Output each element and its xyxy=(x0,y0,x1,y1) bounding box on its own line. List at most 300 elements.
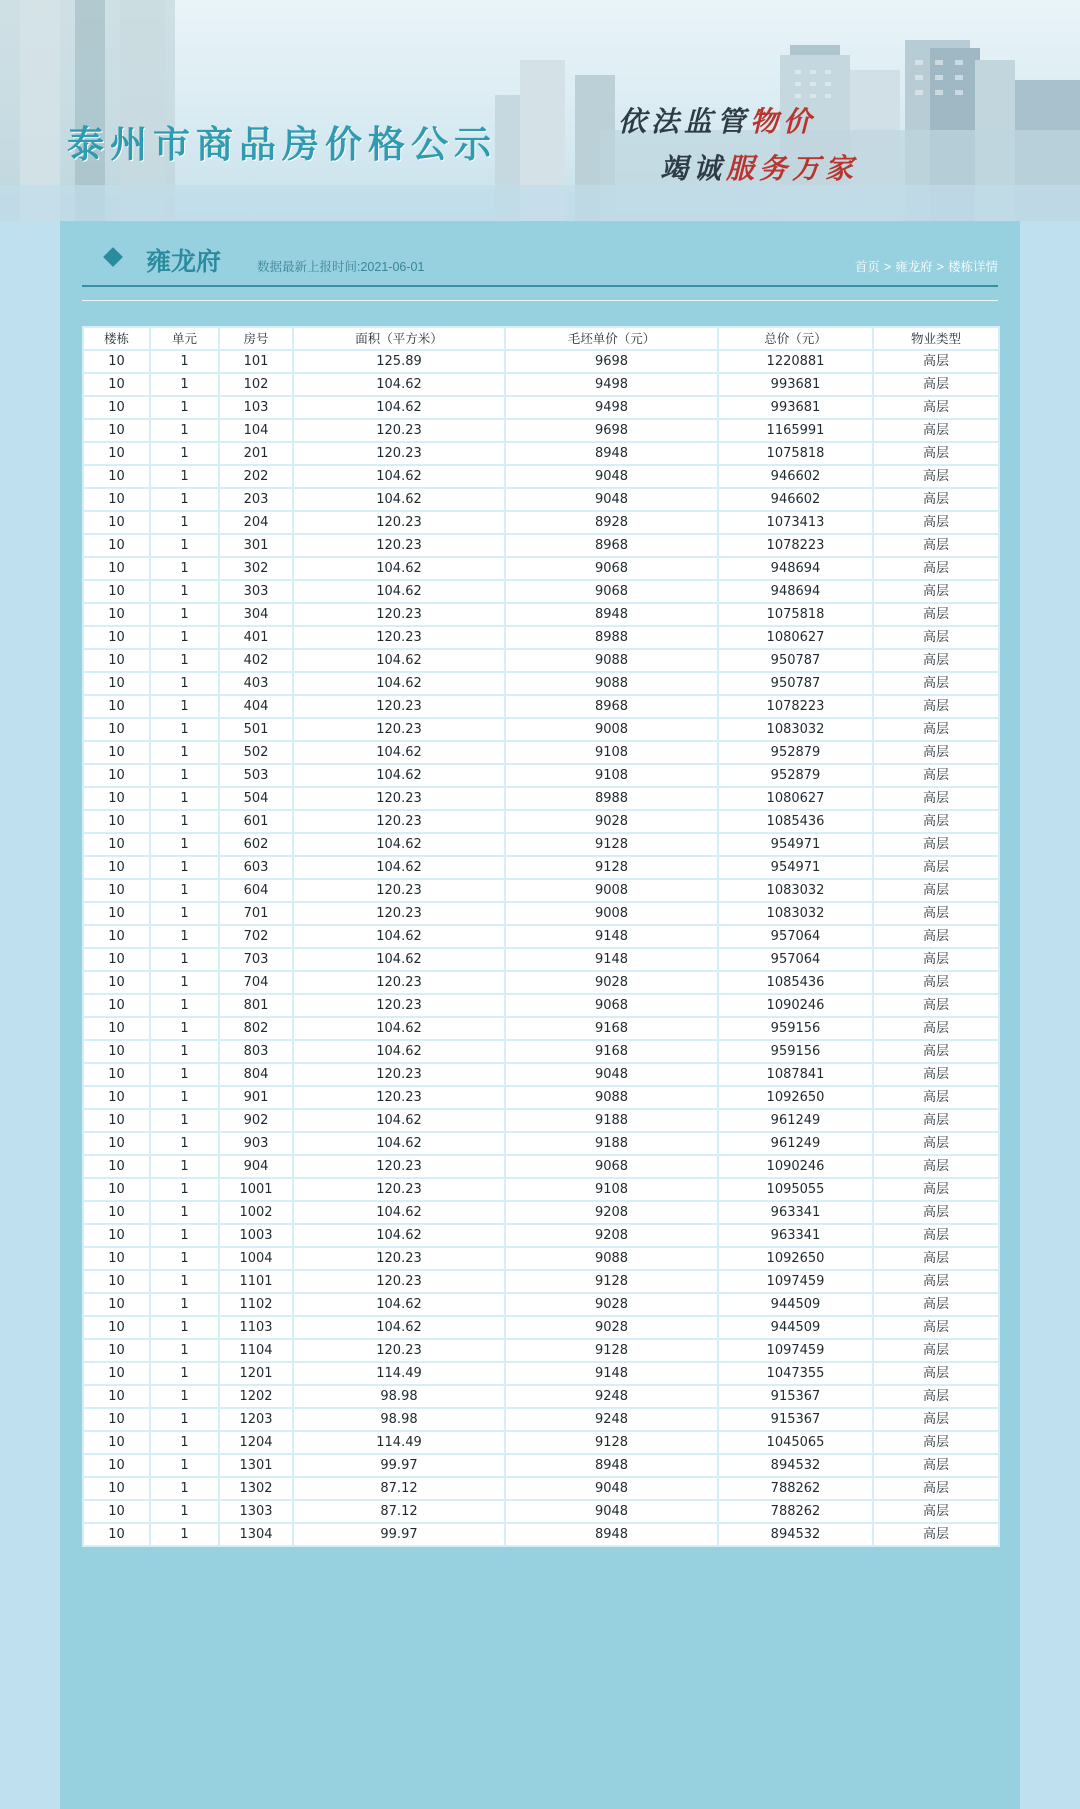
cell-unit-price: 9128 xyxy=(506,1432,717,1453)
cell-property-type: 高层 xyxy=(874,949,998,970)
cell-unit-price: 9128 xyxy=(506,1271,717,1292)
cell-unit-price: 9168 xyxy=(506,1041,717,1062)
cell-unit: 1 xyxy=(151,489,218,510)
cell-area: 87.12 xyxy=(294,1501,504,1522)
cell-property-type: 高层 xyxy=(874,1386,998,1407)
cell-area: 104.62 xyxy=(294,1225,504,1246)
cell-property-type: 高层 xyxy=(874,1363,998,1384)
cell-room: 1004 xyxy=(220,1248,292,1269)
cell-area: 120.23 xyxy=(294,719,504,740)
table-row xyxy=(84,1386,998,1407)
cell-room: 104 xyxy=(220,420,292,441)
cell-room: 103 xyxy=(220,397,292,418)
cell-room: 303 xyxy=(220,581,292,602)
cell-unit-price: 9048 xyxy=(506,489,717,510)
cell-area: 104.62 xyxy=(294,489,504,510)
table-row xyxy=(84,1179,998,1200)
cell-property-type: 高层 xyxy=(874,1087,998,1108)
cell-building: 10 xyxy=(84,650,149,671)
cell-building: 10 xyxy=(84,742,149,763)
cell-unit: 1 xyxy=(151,1064,218,1085)
cell-unit-price: 9028 xyxy=(506,1317,717,1338)
cell-room: 402 xyxy=(220,650,292,671)
cell-area: 104.62 xyxy=(294,1294,504,1315)
cell-area: 114.49 xyxy=(294,1363,504,1384)
cell-unit: 1 xyxy=(151,512,218,533)
cell-unit: 1 xyxy=(151,857,218,878)
cell-room: 1001 xyxy=(220,1179,292,1200)
update-time: 数据最新上报时间:2021-06-01 xyxy=(257,260,425,274)
cell-area: 120.23 xyxy=(294,443,504,464)
cell-unit: 1 xyxy=(151,443,218,464)
cell-room: 902 xyxy=(220,1110,292,1131)
cell-room: 604 xyxy=(220,880,292,901)
cell-unit: 1 xyxy=(151,1432,218,1453)
cell-total-price: 894532 xyxy=(719,1524,872,1545)
cell-area: 120.23 xyxy=(294,1340,504,1361)
cell-unit: 1 xyxy=(151,1248,218,1269)
cell-room: 501 xyxy=(220,719,292,740)
cell-building: 10 xyxy=(84,351,149,372)
cell-room: 201 xyxy=(220,443,292,464)
cell-building: 10 xyxy=(84,1248,149,1269)
table-row xyxy=(84,1317,998,1338)
cell-area: 104.62 xyxy=(294,949,504,970)
cell-building: 10 xyxy=(84,1202,149,1223)
table-row xyxy=(84,1501,998,1522)
cell-room: 304 xyxy=(220,604,292,625)
cell-unit: 1 xyxy=(151,926,218,947)
cell-building: 10 xyxy=(84,420,149,441)
cell-unit-price: 9698 xyxy=(506,420,717,441)
table-row xyxy=(84,512,998,533)
cell-building: 10 xyxy=(84,1501,149,1522)
cell-area: 104.62 xyxy=(294,1317,504,1338)
cell-unit: 1 xyxy=(151,397,218,418)
cell-unit-price: 9498 xyxy=(506,397,717,418)
cell-area: 104.62 xyxy=(294,926,504,947)
cell-room: 802 xyxy=(220,1018,292,1039)
cell-building: 10 xyxy=(84,1294,149,1315)
cell-unit: 1 xyxy=(151,1455,218,1476)
table-row xyxy=(84,558,998,579)
cell-room: 1002 xyxy=(220,1202,292,1223)
cell-room: 704 xyxy=(220,972,292,993)
cell-area: 104.62 xyxy=(294,857,504,878)
cell-area: 104.62 xyxy=(294,1202,504,1223)
cell-property-type: 高层 xyxy=(874,1432,998,1453)
city-skyline-image xyxy=(0,0,1080,221)
cell-unit: 1 xyxy=(151,719,218,740)
breadcrumb-separator: > xyxy=(936,260,944,274)
cell-total-price: 1092650 xyxy=(719,1087,872,1108)
cell-unit-price: 9068 xyxy=(506,558,717,579)
cell-property-type: 高层 xyxy=(874,443,998,464)
cell-unit: 1 xyxy=(151,995,218,1016)
cell-building: 10 xyxy=(84,1524,149,1545)
cell-unit-price: 9168 xyxy=(506,1018,717,1039)
cell-unit-price: 9088 xyxy=(506,1248,717,1269)
cell-unit: 1 xyxy=(151,949,218,970)
cell-unit: 1 xyxy=(151,627,218,648)
table-row xyxy=(84,420,998,441)
cell-room: 1202 xyxy=(220,1386,292,1407)
cell-property-type: 高层 xyxy=(874,1271,998,1292)
cell-room: 1104 xyxy=(220,1340,292,1361)
cell-total-price: 1085436 xyxy=(719,811,872,832)
cell-building: 10 xyxy=(84,857,149,878)
cell-room: 404 xyxy=(220,696,292,717)
cell-unit-price: 9048 xyxy=(506,1501,717,1522)
table-row xyxy=(84,535,998,556)
cell-area: 120.23 xyxy=(294,972,504,993)
cell-room: 702 xyxy=(220,926,292,947)
cell-total-price: 961249 xyxy=(719,1110,872,1131)
cell-unit: 1 xyxy=(151,972,218,993)
cell-property-type: 高层 xyxy=(874,1110,998,1131)
cell-building: 10 xyxy=(84,949,149,970)
cell-unit-price: 9208 xyxy=(506,1225,717,1246)
cell-room: 701 xyxy=(220,903,292,924)
cell-area: 120.23 xyxy=(294,811,504,832)
cell-total-price: 1078223 xyxy=(719,535,872,556)
cell-unit-price: 8988 xyxy=(506,788,717,809)
cell-total-price: 1220881 xyxy=(719,351,872,372)
cell-total-price: 788262 xyxy=(719,1501,872,1522)
cell-property-type: 高层 xyxy=(874,811,998,832)
cell-unit-price: 8968 xyxy=(506,696,717,717)
cell-unit-price: 9128 xyxy=(506,857,717,878)
cell-area: 114.49 xyxy=(294,1432,504,1453)
cell-property-type: 高层 xyxy=(874,1317,998,1338)
cell-area: 120.23 xyxy=(294,995,504,1016)
cell-total-price: 948694 xyxy=(719,558,872,579)
cell-building: 10 xyxy=(84,1064,149,1085)
slogan-line-2-dark: 竭诚 xyxy=(660,152,727,185)
cell-area: 120.23 xyxy=(294,880,504,901)
cell-property-type: 高层 xyxy=(874,512,998,533)
table-row xyxy=(84,742,998,763)
cell-building: 10 xyxy=(84,1478,149,1499)
cell-unit-price: 9068 xyxy=(506,995,717,1016)
cell-room: 203 xyxy=(220,489,292,510)
cell-property-type: 高层 xyxy=(874,604,998,625)
table-row xyxy=(84,696,998,717)
cell-total-price: 954971 xyxy=(719,834,872,855)
cell-unit-price: 8988 xyxy=(506,627,717,648)
cell-unit-price: 9068 xyxy=(506,581,717,602)
slogan-line-1-red: 物价 xyxy=(750,105,817,138)
cell-unit-price: 9498 xyxy=(506,374,717,395)
cell-unit-price: 9188 xyxy=(506,1110,717,1131)
cell-unit-price: 9248 xyxy=(506,1386,717,1407)
table-row xyxy=(84,1524,998,1545)
cell-room: 603 xyxy=(220,857,292,878)
cell-total-price: 957064 xyxy=(719,926,872,947)
cell-unit-price: 8968 xyxy=(506,535,717,556)
column-header-room: 房号 xyxy=(220,328,292,349)
cell-total-price: 959156 xyxy=(719,1041,872,1062)
cell-unit: 1 xyxy=(151,1110,218,1131)
cell-property-type: 高层 xyxy=(874,627,998,648)
table-row xyxy=(84,1225,998,1246)
cell-property-type: 高层 xyxy=(874,972,998,993)
cell-building: 10 xyxy=(84,1041,149,1062)
cell-property-type: 高层 xyxy=(874,420,998,441)
cell-property-type: 高层 xyxy=(874,834,998,855)
cell-unit: 1 xyxy=(151,1225,218,1246)
cell-area: 104.62 xyxy=(294,1018,504,1039)
cell-room: 1303 xyxy=(220,1501,292,1522)
breadcrumb-project-link[interactable]: 雍龙府 xyxy=(895,260,933,274)
cell-area: 120.23 xyxy=(294,535,504,556)
cell-unit: 1 xyxy=(151,811,218,832)
table-row xyxy=(84,650,998,671)
cell-property-type: 高层 xyxy=(874,1041,998,1062)
table-row xyxy=(84,1202,998,1223)
cell-property-type: 高层 xyxy=(874,1179,998,1200)
cell-unit: 1 xyxy=(151,880,218,901)
cell-total-price: 1075818 xyxy=(719,443,872,464)
table-row xyxy=(84,1432,998,1453)
cell-unit-price: 9008 xyxy=(506,880,717,901)
cell-room: 1301 xyxy=(220,1455,292,1476)
cell-building: 10 xyxy=(84,604,149,625)
cell-unit: 1 xyxy=(151,420,218,441)
column-header-unit-price: 毛坯单价（元） xyxy=(506,328,717,349)
cell-total-price: 1080627 xyxy=(719,788,872,809)
cell-unit-price: 9248 xyxy=(506,1409,717,1430)
cell-unit: 1 xyxy=(151,1340,218,1361)
cell-property-type: 高层 xyxy=(874,489,998,510)
cell-building: 10 xyxy=(84,1018,149,1039)
table-row xyxy=(84,719,998,740)
cell-area: 120.23 xyxy=(294,696,504,717)
cell-building: 10 xyxy=(84,834,149,855)
table-body xyxy=(84,351,998,1545)
cell-total-price: 944509 xyxy=(719,1317,872,1338)
cell-area: 120.23 xyxy=(294,903,504,924)
cell-unit: 1 xyxy=(151,1294,218,1315)
cell-building: 10 xyxy=(84,1133,149,1154)
cell-area: 99.97 xyxy=(294,1524,504,1545)
cell-building: 10 xyxy=(84,1110,149,1131)
cell-room: 202 xyxy=(220,466,292,487)
cell-property-type: 高层 xyxy=(874,995,998,1016)
cell-unit-price: 9108 xyxy=(506,765,717,786)
cell-area: 104.62 xyxy=(294,765,504,786)
cell-property-type: 高层 xyxy=(874,903,998,924)
cell-area: 120.23 xyxy=(294,788,504,809)
cell-room: 401 xyxy=(220,627,292,648)
cell-unit-price: 9148 xyxy=(506,1363,717,1384)
price-table-container xyxy=(82,326,998,1547)
cell-room: 502 xyxy=(220,742,292,763)
cell-unit: 1 xyxy=(151,1501,218,1522)
cell-total-price: 952879 xyxy=(719,742,872,763)
cell-room: 504 xyxy=(220,788,292,809)
cell-building: 10 xyxy=(84,1271,149,1292)
cell-building: 10 xyxy=(84,1386,149,1407)
cell-area: 104.62 xyxy=(294,673,504,694)
cell-room: 1304 xyxy=(220,1524,292,1545)
cell-total-price: 993681 xyxy=(719,397,872,418)
cell-total-price: 993681 xyxy=(719,374,872,395)
breadcrumb-current: 楼栋详情 xyxy=(947,260,998,274)
cell-area: 104.62 xyxy=(294,1041,504,1062)
cell-room: 703 xyxy=(220,949,292,970)
cell-unit-price: 9128 xyxy=(506,1340,717,1361)
cell-building: 10 xyxy=(84,811,149,832)
cell-property-type: 高层 xyxy=(874,1501,998,1522)
cell-building: 10 xyxy=(84,1156,149,1177)
cell-total-price: 961249 xyxy=(719,1133,872,1154)
cell-total-price: 946602 xyxy=(719,489,872,510)
breadcrumb-separator: > xyxy=(883,260,892,274)
cell-area: 120.23 xyxy=(294,1064,504,1085)
table-row xyxy=(84,604,998,625)
table-row xyxy=(84,765,998,786)
cell-property-type: 高层 xyxy=(874,719,998,740)
cell-unit: 1 xyxy=(151,374,218,395)
table-row xyxy=(84,1294,998,1315)
cell-unit-price: 9048 xyxy=(506,1478,717,1499)
slogan-line-2 xyxy=(660,147,858,187)
cell-unit-price: 8948 xyxy=(506,1524,717,1545)
cell-property-type: 高层 xyxy=(874,1248,998,1269)
cell-unit-price: 9148 xyxy=(506,949,717,970)
cell-unit: 1 xyxy=(151,1133,218,1154)
cell-unit-price: 8928 xyxy=(506,512,717,533)
cell-building: 10 xyxy=(84,1455,149,1476)
cell-area: 104.62 xyxy=(294,397,504,418)
cell-property-type: 高层 xyxy=(874,351,998,372)
cell-room: 602 xyxy=(220,834,292,855)
slogan-line-2-red: 服务万家 xyxy=(726,152,859,185)
cell-unit: 1 xyxy=(151,1524,218,1545)
cell-unit: 1 xyxy=(151,673,218,694)
cell-unit: 1 xyxy=(151,581,218,602)
cell-room: 403 xyxy=(220,673,292,694)
cell-room: 601 xyxy=(220,811,292,832)
cell-building: 10 xyxy=(84,627,149,648)
cell-unit-price: 9188 xyxy=(506,1133,717,1154)
cell-total-price: 1090246 xyxy=(719,995,872,1016)
table-row xyxy=(84,1271,998,1292)
cell-room: 801 xyxy=(220,995,292,1016)
cell-room: 503 xyxy=(220,765,292,786)
cell-total-price: 954971 xyxy=(719,857,872,878)
cell-area: 104.62 xyxy=(294,834,504,855)
cell-unit: 1 xyxy=(151,558,218,579)
cell-property-type: 高层 xyxy=(874,1225,998,1246)
cell-room: 102 xyxy=(220,374,292,395)
cell-unit: 1 xyxy=(151,1409,218,1430)
cell-unit: 1 xyxy=(151,696,218,717)
cell-unit-price: 9008 xyxy=(506,903,717,924)
cell-property-type: 高层 xyxy=(874,788,998,809)
table-row xyxy=(84,1041,998,1062)
cell-unit: 1 xyxy=(151,903,218,924)
cell-unit-price: 9088 xyxy=(506,1087,717,1108)
cell-building: 10 xyxy=(84,466,149,487)
cell-total-price: 788262 xyxy=(719,1478,872,1499)
cell-room: 301 xyxy=(220,535,292,556)
table-row xyxy=(84,880,998,901)
cell-unit: 1 xyxy=(151,1478,218,1499)
cell-area: 104.62 xyxy=(294,581,504,602)
cell-total-price: 957064 xyxy=(719,949,872,970)
cell-property-type: 高层 xyxy=(874,673,998,694)
cell-unit: 1 xyxy=(151,1271,218,1292)
cell-total-price: 952879 xyxy=(719,765,872,786)
cell-building: 10 xyxy=(84,926,149,947)
cell-building: 10 xyxy=(84,788,149,809)
cell-property-type: 高层 xyxy=(874,765,998,786)
table-row xyxy=(84,673,998,694)
cell-building: 10 xyxy=(84,1409,149,1430)
breadcrumb xyxy=(855,257,998,275)
cell-building: 10 xyxy=(84,512,149,533)
cell-total-price: 1080627 xyxy=(719,627,872,648)
cell-area: 99.97 xyxy=(294,1455,504,1476)
cell-unit-price: 9108 xyxy=(506,742,717,763)
diamond-icon xyxy=(103,247,123,267)
table-row xyxy=(84,903,998,924)
cell-unit: 1 xyxy=(151,604,218,625)
cell-unit-price: 9048 xyxy=(506,466,717,487)
cell-area: 120.23 xyxy=(294,1248,504,1269)
cell-area: 104.62 xyxy=(294,1110,504,1131)
table-row xyxy=(84,581,998,602)
cell-room: 1302 xyxy=(220,1478,292,1499)
cell-property-type: 高层 xyxy=(874,1133,998,1154)
cell-room: 901 xyxy=(220,1087,292,1108)
cell-total-price: 1092650 xyxy=(719,1248,872,1269)
cell-total-price: 1097459 xyxy=(719,1271,872,1292)
cell-room: 804 xyxy=(220,1064,292,1085)
cell-building: 10 xyxy=(84,903,149,924)
table-row xyxy=(84,949,998,970)
cell-total-price: 1087841 xyxy=(719,1064,872,1085)
cell-property-type: 高层 xyxy=(874,535,998,556)
breadcrumb-home-link[interactable]: 首页 xyxy=(854,260,880,274)
cell-total-price: 1165991 xyxy=(719,420,872,441)
column-header-unit: 单元 xyxy=(151,328,218,349)
cell-building: 10 xyxy=(84,972,149,993)
cell-total-price: 1090246 xyxy=(719,1156,872,1177)
cell-room: 1201 xyxy=(220,1363,292,1384)
cell-unit: 1 xyxy=(151,1018,218,1039)
cell-property-type: 高层 xyxy=(874,880,998,901)
header-banner xyxy=(0,0,1080,221)
cell-property-type: 高层 xyxy=(874,1064,998,1085)
cell-unit: 1 xyxy=(151,765,218,786)
cell-building: 10 xyxy=(84,558,149,579)
price-table xyxy=(82,326,1000,1547)
cell-unit: 1 xyxy=(151,535,218,556)
cell-unit-price: 9028 xyxy=(506,1294,717,1315)
cell-total-price: 894532 xyxy=(719,1455,872,1476)
cell-unit-price: 8948 xyxy=(506,604,717,625)
cell-total-price: 948694 xyxy=(719,581,872,602)
cell-property-type: 高层 xyxy=(874,742,998,763)
table-row xyxy=(84,489,998,510)
table-row xyxy=(84,1340,998,1361)
slogan-line-1 xyxy=(618,100,816,140)
cell-unit: 1 xyxy=(151,351,218,372)
table-row xyxy=(84,1478,998,1499)
